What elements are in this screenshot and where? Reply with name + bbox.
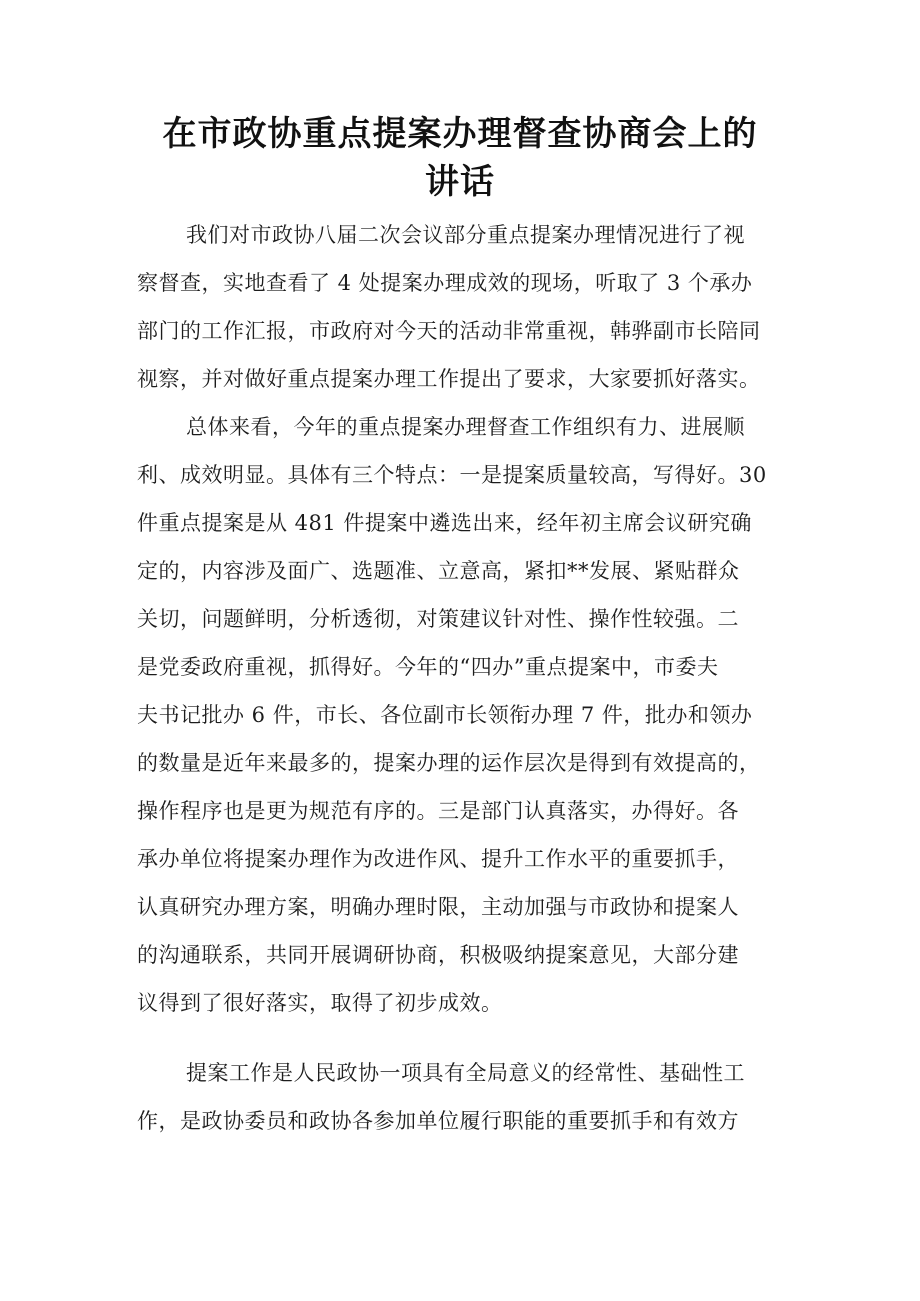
paragraph-3-line-1: 提案工作是人民政协一项具有全局意义的经常性、基础性工 — [186, 1061, 745, 1085]
paragraph-2-line-6: 是党委政府重视，抓得好。今年的“四办”重点提案中，市委夫 — [137, 655, 719, 679]
paragraph-2-line-11: 认真研究办理方案，明确办理时限，主动加强与市政协和提案人 — [137, 895, 739, 919]
paragraph-2-line-10: 承办单位将提案办理作为改进作风、提升工作水平的重要抓手， — [137, 847, 739, 871]
paragraph-2-line-3: 件重点提案是从 481 件提案中遴选出来，经年初主席会议研究确 — [137, 511, 752, 535]
paragraph-2-line-12: 的沟通联系，共同开展调研协商，积极吸纳提案意见，大部分建 — [137, 943, 739, 967]
paragraph-2-line-5: 关切，问题鲜明，分析透彻，对策建议针对性、操作性较强。二 — [137, 607, 739, 631]
paragraph-1-line-4: 视察，并对做好重点提案办理工作提出了要求，大家要抓好落实。 — [137, 367, 761, 391]
paragraph-3-line-2: 作，是政协委员和政协各参加单位履行职能的重要抓手和有效方 — [137, 1109, 739, 1133]
paragraph-2-line-2: 利、成效明显。具体有三个特点：一是提案质量较高，写得好。30 — [137, 463, 767, 487]
paragraph-2-line-9: 操作程序也是更为规范有序的。三是部门认真落实，办得好。各 — [137, 799, 739, 823]
paragraph-2-line-7: 夫书记批办 6 件，市长、各位副市长领衔办理 7 件，批办和领办 — [137, 703, 753, 727]
paragraph-2-line-13: 议得到了很好落实，取得了初步成效。 — [137, 991, 503, 1015]
paragraph-1-line-1: 我们对市政协八届二次会议部分重点提案办理情况进行了视 — [186, 223, 745, 247]
paragraph-1-line-2: 察督查，实地查看了 4 处提案办理成效的现场，听取了 3 个承办 — [137, 271, 753, 295]
paragraph-1-line-3: 部门的工作汇报，市政府对今天的活动非常重视，韩骅副市长陪同 — [137, 319, 761, 343]
document-title-line-2: 讲话 — [425, 162, 495, 202]
paragraph-2-line-1: 总体来看，今年的重点提案办理督查工作组织有力、进展顺 — [186, 415, 745, 439]
paragraph-2-line-4: 定的，内容涉及面广、选题准、立意高，紧扣**发展、紧贴群众 — [137, 559, 740, 583]
document-title-line-1: 在市政协重点提案办理督查协商会上的 — [162, 114, 758, 154]
paragraph-2-line-8: 的数量是近年来最多的，提案办理的运作层次是得到有效提高的， — [137, 751, 761, 775]
